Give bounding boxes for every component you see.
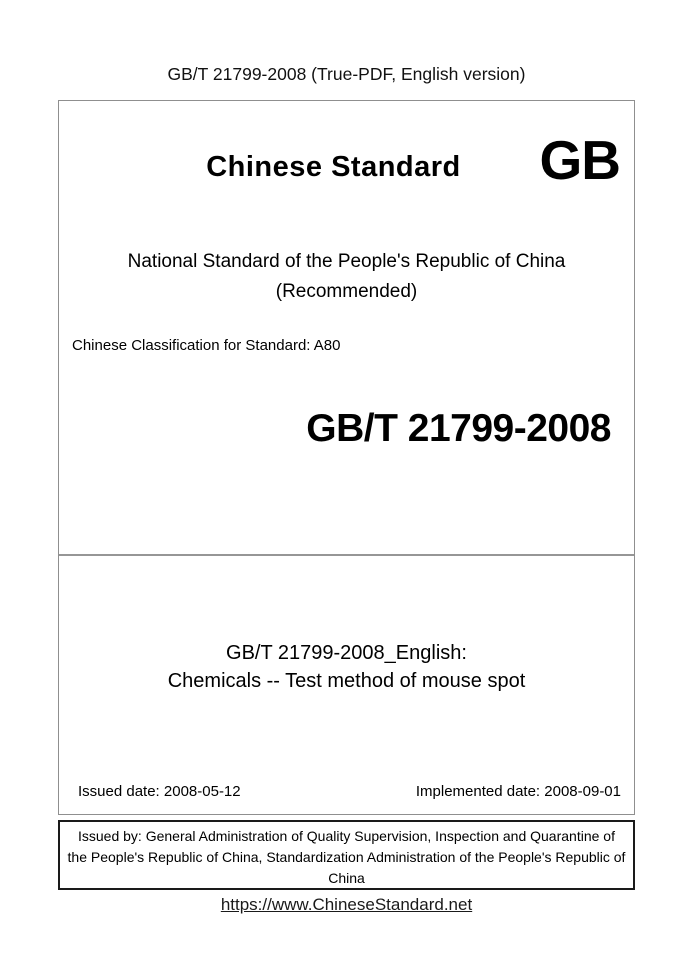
footer-link[interactable]: https://www.ChineseStandard.net xyxy=(220,895,473,914)
classification-line: Chinese Classification for Standard: A80 xyxy=(72,337,341,354)
national-standard-block xyxy=(59,247,634,307)
recommended-line: (Recommended) xyxy=(275,281,418,302)
national-standard-line: National Standard of the People's Republic of China xyxy=(127,251,566,272)
english-title-line1: GB/T 21799-2008_English: xyxy=(226,642,467,664)
gb-logo: GB xyxy=(539,129,620,191)
issued-date: Issued date: 2008-05-12 xyxy=(78,783,241,800)
standard-code: GB/T 21799-2008 xyxy=(306,407,611,450)
implemented-date: Implemented date: 2008-09-01 xyxy=(415,783,621,800)
issuer-line1: Issued by: General Administration of Quality Supervision, Inspection and Quarantine of xyxy=(78,828,615,844)
english-title-block xyxy=(59,639,634,695)
dates-row xyxy=(78,783,621,800)
english-title-line2: Chemicals -- Test method of mouse spot xyxy=(167,670,526,692)
issuer-line2: the People's Republic of China, Standardization Administration of the People's Republic of xyxy=(67,849,626,865)
cover-bottom-section xyxy=(59,556,634,812)
issuer-line3: China xyxy=(328,870,365,886)
cover-top-section xyxy=(59,101,634,556)
footer xyxy=(0,895,693,915)
cover-box xyxy=(58,100,635,815)
issuer-box xyxy=(58,820,635,890)
brand-title: Chinese Standard xyxy=(206,151,461,183)
page-header-title: GB/T 21799-2008 (True-PDF, English version) xyxy=(167,64,526,84)
